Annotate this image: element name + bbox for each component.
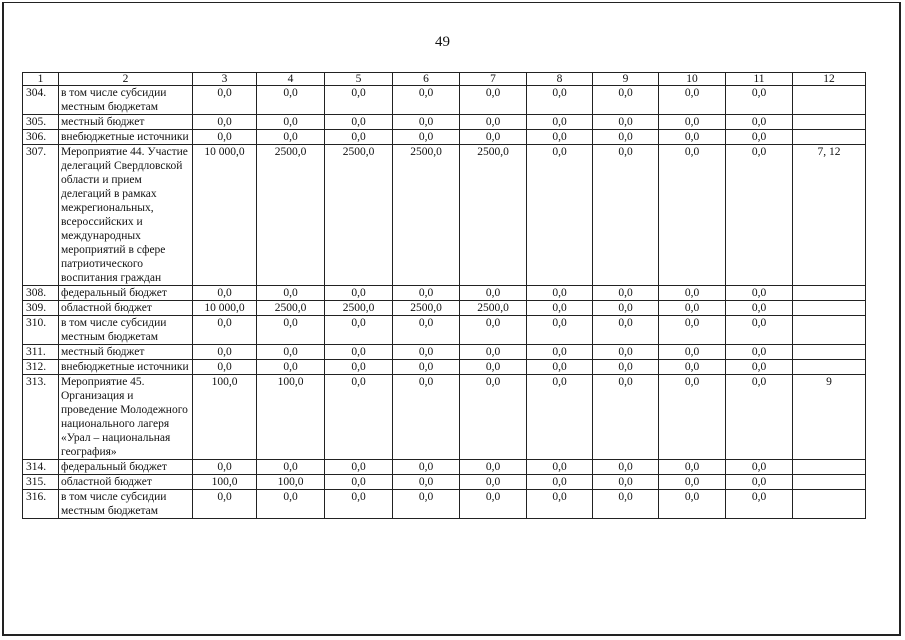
value-cell: 0,0 [527,286,593,301]
row-number-cell: 311. [23,345,59,360]
value-cell: 0,0 [393,115,460,130]
description-cell: в том числе субсидии местным бюджетам [59,490,193,519]
value-cell: 0,0 [325,475,393,490]
target-indicator-cell [793,360,866,375]
target-indicator-cell [793,345,866,360]
row-number-cell: 313. [23,375,59,460]
header-cell: 8 [527,73,593,86]
value-cell: 0,0 [527,301,593,316]
budget-table [22,72,866,519]
value-cell: 0,0 [527,115,593,130]
table-row [23,490,866,519]
description-cell: Мероприятие 45. Организация и проведение Молодежного национального лагеря «Урал – национальная география» [59,375,193,460]
page-number: 49 [435,34,450,50]
value-cell: 0,0 [193,490,257,519]
value-cell: 0,0 [593,360,659,375]
table-row [23,345,866,360]
value-cell: 0,0 [193,345,257,360]
target-indicator-cell [793,301,866,316]
table-row [23,475,866,490]
target-indicator-cell [793,86,866,115]
value-cell: 0,0 [393,460,460,475]
header-cell: 2 [59,73,193,86]
value-cell: 2500,0 [257,301,325,316]
target-indicator-cell [793,475,866,490]
value-cell: 0,0 [257,115,325,130]
value-cell: 0,0 [593,115,659,130]
value-cell: 0,0 [193,286,257,301]
value-cell: 0,0 [393,360,460,375]
value-cell: 0,0 [325,490,393,519]
table-row [23,286,866,301]
value-cell: 2500,0 [325,301,393,316]
value-cell: 0,0 [460,316,527,345]
value-cell: 0,0 [593,286,659,301]
value-cell: 0,0 [325,460,393,475]
value-cell: 0,0 [659,345,726,360]
value-cell: 0,0 [659,145,726,286]
value-cell: 0,0 [393,490,460,519]
value-cell: 2500,0 [393,301,460,316]
value-cell: 0,0 [726,316,793,345]
target-indicator-cell [793,130,866,145]
description-cell: внебюджетные источники [59,130,193,145]
value-cell: 0,0 [257,86,325,115]
value-cell: 0,0 [726,145,793,286]
value-cell: 10 000,0 [193,301,257,316]
row-number-cell: 309. [23,301,59,316]
value-cell: 0,0 [460,115,527,130]
row-number-cell: 314. [23,460,59,475]
value-cell: 0,0 [659,286,726,301]
value-cell: 0,0 [593,316,659,345]
value-cell: 0,0 [527,145,593,286]
value-cell: 0,0 [726,115,793,130]
value-cell: 0,0 [659,115,726,130]
description-cell: в том числе субсидии местным бюджетам [59,86,193,115]
target-indicator-cell [793,316,866,345]
value-cell: 0,0 [257,130,325,145]
value-cell: 0,0 [527,375,593,460]
row-number-cell: 310. [23,316,59,345]
value-cell: 0,0 [659,301,726,316]
value-cell: 0,0 [726,360,793,375]
value-cell: 0,0 [257,360,325,375]
value-cell: 0,0 [460,490,527,519]
value-cell: 0,0 [193,316,257,345]
value-cell: 0,0 [460,460,527,475]
value-cell: 0,0 [593,375,659,460]
value-cell: 0,0 [527,345,593,360]
table-row [23,86,866,115]
value-cell: 0,0 [460,286,527,301]
value-cell: 0,0 [593,130,659,145]
description-cell: областной бюджет [59,301,193,316]
description-cell: в том числе субсидии местным бюджетам [59,316,193,345]
header-cell: 9 [593,73,659,86]
value-cell: 0,0 [527,316,593,345]
value-cell: 0,0 [460,360,527,375]
header-cell: 6 [393,73,460,86]
value-cell: 0,0 [527,475,593,490]
target-indicator-cell [793,115,866,130]
value-cell: 0,0 [527,360,593,375]
value-cell: 0,0 [325,360,393,375]
value-cell: 0,0 [593,490,659,519]
value-cell: 2500,0 [393,145,460,286]
value-cell: 0,0 [257,490,325,519]
value-cell: 0,0 [726,475,793,490]
table-header-row [23,73,866,86]
header-cell: 12 [793,73,866,86]
value-cell: 0,0 [193,86,257,115]
value-cell: 100,0 [193,375,257,460]
value-cell: 0,0 [193,460,257,475]
value-cell: 0,0 [325,115,393,130]
value-cell: 0,0 [726,286,793,301]
description-cell: Мероприятие 44. Участие делегаций Свердловской области и прием делегаций в рамках межрегиональных, всероссийских и международных мероприятий в сфере патриотического воспитания граждан [59,145,193,286]
value-cell: 0,0 [593,86,659,115]
value-cell: 0,0 [460,475,527,490]
header-cell: 11 [726,73,793,86]
value-cell: 0,0 [325,345,393,360]
value-cell: 0,0 [393,316,460,345]
value-cell: 0,0 [659,86,726,115]
value-cell: 0,0 [257,316,325,345]
value-cell: 0,0 [460,130,527,145]
value-cell: 0,0 [527,130,593,145]
value-cell: 0,0 [527,86,593,115]
value-cell: 0,0 [527,460,593,475]
value-cell: 0,0 [460,375,527,460]
value-cell: 0,0 [726,345,793,360]
header-cell: 5 [325,73,393,86]
value-cell: 0,0 [393,375,460,460]
description-cell: внебюджетные источники [59,360,193,375]
row-number-cell: 316. [23,490,59,519]
table-row [23,115,866,130]
table-row [23,301,866,316]
table-body [23,73,866,519]
value-cell: 0,0 [726,130,793,145]
value-cell: 0,0 [726,490,793,519]
target-indicator-cell [793,490,866,519]
value-cell: 0,0 [393,345,460,360]
value-cell: 10 000,0 [193,145,257,286]
value-cell: 0,0 [659,490,726,519]
value-cell: 0,0 [659,375,726,460]
value-cell: 0,0 [393,475,460,490]
value-cell: 2500,0 [257,145,325,286]
value-cell: 0,0 [593,475,659,490]
table-row [23,375,866,460]
value-cell: 0,0 [460,86,527,115]
value-cell: 0,0 [193,130,257,145]
description-cell: федеральный бюджет [59,286,193,301]
row-number-cell: 306. [23,130,59,145]
value-cell: 100,0 [257,475,325,490]
value-cell: 0,0 [393,86,460,115]
value-cell: 100,0 [257,375,325,460]
value-cell: 0,0 [257,345,325,360]
target-indicator-cell [793,460,866,475]
description-cell: местный бюджет [59,345,193,360]
row-number-cell: 312. [23,360,59,375]
value-cell: 0,0 [593,345,659,360]
value-cell: 0,0 [325,86,393,115]
row-number-cell: 304. [23,86,59,115]
value-cell: 2500,0 [460,145,527,286]
value-cell: 0,0 [393,286,460,301]
value-cell: 0,0 [593,301,659,316]
value-cell: 0,0 [659,460,726,475]
table-row [23,360,866,375]
header-cell: 4 [257,73,325,86]
target-indicator-cell [793,286,866,301]
value-cell: 0,0 [659,130,726,145]
value-cell: 0,0 [325,375,393,460]
header-cell: 7 [460,73,527,86]
value-cell: 0,0 [726,375,793,460]
value-cell: 0,0 [726,301,793,316]
value-cell: 0,0 [193,115,257,130]
value-cell: 0,0 [726,86,793,115]
table-row [23,145,866,286]
description-cell: областной бюджет [59,475,193,490]
value-cell: 0,0 [593,460,659,475]
value-cell: 0,0 [325,130,393,145]
value-cell: 0,0 [325,286,393,301]
header-cell: 1 [23,73,59,86]
row-number-cell: 305. [23,115,59,130]
target-indicator-cell: 7, 12 [793,145,866,286]
value-cell: 0,0 [325,316,393,345]
value-cell: 0,0 [659,316,726,345]
row-number-cell: 308. [23,286,59,301]
table-row [23,460,866,475]
value-cell: 0,0 [193,360,257,375]
value-cell: 100,0 [193,475,257,490]
value-cell: 0,0 [257,286,325,301]
value-cell: 0,0 [593,145,659,286]
header-cell: 10 [659,73,726,86]
table-row [23,130,866,145]
value-cell: 2500,0 [460,301,527,316]
row-number-cell: 315. [23,475,59,490]
value-cell: 2500,0 [325,145,393,286]
description-cell: местный бюджет [59,115,193,130]
description-cell: федеральный бюджет [59,460,193,475]
value-cell: 0,0 [726,460,793,475]
row-number-cell: 307. [23,145,59,286]
table-row [23,316,866,345]
target-indicator-cell: 9 [793,375,866,460]
value-cell: 0,0 [659,360,726,375]
header-cell: 3 [193,73,257,86]
value-cell: 0,0 [659,475,726,490]
value-cell: 0,0 [257,460,325,475]
value-cell: 0,0 [393,130,460,145]
value-cell: 0,0 [527,490,593,519]
value-cell: 0,0 [460,345,527,360]
